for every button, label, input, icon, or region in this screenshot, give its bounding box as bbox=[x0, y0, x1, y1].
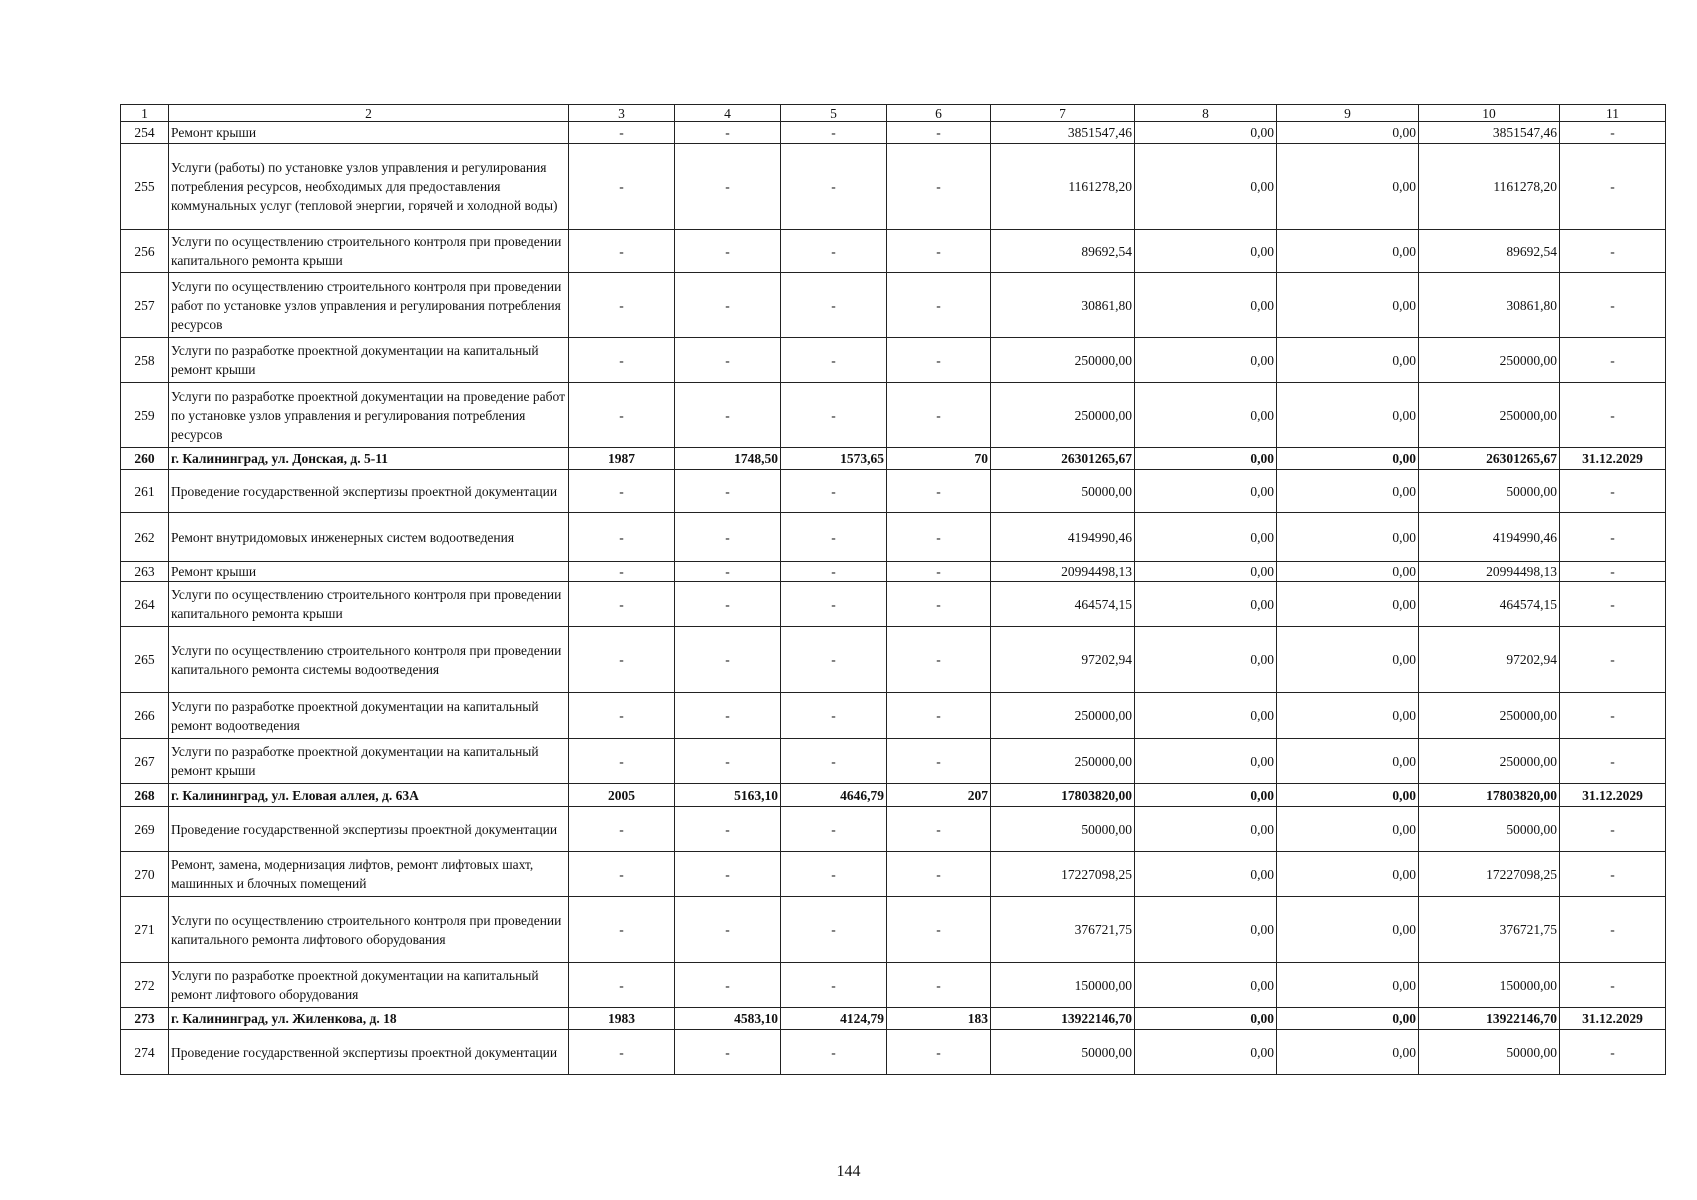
cell-col-4: - bbox=[675, 144, 781, 230]
cell-col-7: 250000,00 bbox=[991, 383, 1135, 448]
cell-col-8: 0,00 bbox=[1135, 1008, 1277, 1030]
cell-col-8: 0,00 bbox=[1135, 273, 1277, 338]
table-row bbox=[121, 627, 1666, 693]
cell-col-5: - bbox=[781, 897, 887, 963]
row-number: 257 bbox=[121, 273, 169, 338]
cell-col-11: - bbox=[1560, 273, 1666, 338]
cell-col-5: - bbox=[781, 144, 887, 230]
cell-col-10: 250000,00 bbox=[1419, 739, 1560, 784]
cell-col-9: 0,00 bbox=[1277, 273, 1419, 338]
work-description: Проведение государственной экспертизы проектной документации bbox=[169, 807, 569, 852]
cell-col-8: 0,00 bbox=[1135, 582, 1277, 627]
cell-col-3: - bbox=[569, 627, 675, 693]
cell-col-8: 0,00 bbox=[1135, 852, 1277, 897]
row-number: 268 bbox=[121, 784, 169, 807]
table-row bbox=[121, 693, 1666, 739]
cell-col-8: 0,00 bbox=[1135, 448, 1277, 470]
row-number: 272 bbox=[121, 963, 169, 1008]
cell-col-4: - bbox=[675, 897, 781, 963]
row-number: 274 bbox=[121, 1030, 169, 1075]
table-body bbox=[121, 105, 1666, 1075]
cell-col-11: - bbox=[1560, 1030, 1666, 1075]
row-number: 266 bbox=[121, 693, 169, 739]
cell-col-7: 97202,94 bbox=[991, 627, 1135, 693]
column-header: 9 bbox=[1277, 105, 1419, 122]
cell-col-11: - bbox=[1560, 562, 1666, 582]
cell-col-5: - bbox=[781, 122, 887, 144]
cell-col-4: - bbox=[675, 230, 781, 273]
work-description: Проведение государственной экспертизы проектной документации bbox=[169, 1030, 569, 1075]
cell-col-4: - bbox=[675, 852, 781, 897]
table-row bbox=[121, 963, 1666, 1008]
cell-col-7: 1161278,20 bbox=[991, 144, 1135, 230]
table-row bbox=[121, 807, 1666, 852]
cell-col-7: 150000,00 bbox=[991, 963, 1135, 1008]
cell-col-5: - bbox=[781, 852, 887, 897]
cell-col-5: - bbox=[781, 338, 887, 383]
cell-col-3: - bbox=[569, 582, 675, 627]
cell-col-9: 0,00 bbox=[1277, 1008, 1419, 1030]
cell-col-5: - bbox=[781, 562, 887, 582]
row-number: 260 bbox=[121, 448, 169, 470]
cell-col-5: - bbox=[781, 807, 887, 852]
column-header: 4 bbox=[675, 105, 781, 122]
cell-col-10: 250000,00 bbox=[1419, 693, 1560, 739]
table-row bbox=[121, 897, 1666, 963]
cell-col-6: - bbox=[887, 807, 991, 852]
cell-col-10: 376721,75 bbox=[1419, 897, 1560, 963]
cell-col-10: 1161278,20 bbox=[1419, 144, 1560, 230]
cell-col-8: 0,00 bbox=[1135, 144, 1277, 230]
cell-col-8: 0,00 bbox=[1135, 693, 1277, 739]
cell-col-8: 0,00 bbox=[1135, 230, 1277, 273]
work-description: Услуги по осуществлению строительного контроля при проведении капитального ремонта лифтового оборудования bbox=[169, 897, 569, 963]
row-number: 261 bbox=[121, 470, 169, 513]
cell-col-11: - bbox=[1560, 122, 1666, 144]
cell-col-10: 464574,15 bbox=[1419, 582, 1560, 627]
cell-col-7: 17803820,00 bbox=[991, 784, 1135, 807]
cell-col-3: 1983 bbox=[569, 1008, 675, 1030]
cell-col-5: - bbox=[781, 582, 887, 627]
column-header: 2 bbox=[169, 105, 569, 122]
cell-col-6: 183 bbox=[887, 1008, 991, 1030]
cell-col-9: 0,00 bbox=[1277, 739, 1419, 784]
cell-col-6: 207 bbox=[887, 784, 991, 807]
cell-col-9: 0,00 bbox=[1277, 963, 1419, 1008]
row-number: 258 bbox=[121, 338, 169, 383]
cell-col-11: 31.12.2029 bbox=[1560, 448, 1666, 470]
cell-col-4: - bbox=[675, 513, 781, 562]
work-description: Услуги (работы) по установке узлов управления и регулирования потребления ресурсов, необходимых для предоставления коммунальных услуг (тепловой энергии, горячей и холодной воды) bbox=[169, 144, 569, 230]
cell-col-9: 0,00 bbox=[1277, 144, 1419, 230]
column-header: 6 bbox=[887, 105, 991, 122]
cell-col-10: 26301265,67 bbox=[1419, 448, 1560, 470]
table-row bbox=[121, 852, 1666, 897]
cell-col-7: 13922146,70 bbox=[991, 1008, 1135, 1030]
cell-col-3: - bbox=[569, 562, 675, 582]
cell-col-7: 464574,15 bbox=[991, 582, 1135, 627]
cell-col-8: 0,00 bbox=[1135, 470, 1277, 513]
cell-col-11: - bbox=[1560, 144, 1666, 230]
cell-col-8: 0,00 bbox=[1135, 807, 1277, 852]
cell-col-7: 89692,54 bbox=[991, 230, 1135, 273]
cell-col-11: - bbox=[1560, 739, 1666, 784]
table-row bbox=[121, 582, 1666, 627]
cell-col-6: - bbox=[887, 852, 991, 897]
cell-col-10: 97202,94 bbox=[1419, 627, 1560, 693]
cell-col-7: 3851547,46 bbox=[991, 122, 1135, 144]
cell-col-10: 3851547,46 bbox=[1419, 122, 1560, 144]
cell-col-10: 250000,00 bbox=[1419, 383, 1560, 448]
cell-col-5: - bbox=[781, 383, 887, 448]
cell-col-7: 30861,80 bbox=[991, 273, 1135, 338]
cell-col-4: - bbox=[675, 582, 781, 627]
cell-col-10: 17803820,00 bbox=[1419, 784, 1560, 807]
row-number: 267 bbox=[121, 739, 169, 784]
cell-col-3: - bbox=[569, 897, 675, 963]
cell-col-3: - bbox=[569, 693, 675, 739]
cell-col-11: - bbox=[1560, 383, 1666, 448]
cell-col-6: - bbox=[887, 897, 991, 963]
cell-col-4: - bbox=[675, 1030, 781, 1075]
cell-col-9: 0,00 bbox=[1277, 897, 1419, 963]
cell-col-6: - bbox=[887, 513, 991, 562]
cell-col-3: - bbox=[569, 122, 675, 144]
cell-col-9: 0,00 bbox=[1277, 807, 1419, 852]
cell-col-5: 4646,79 bbox=[781, 784, 887, 807]
cell-col-5: - bbox=[781, 470, 887, 513]
cell-col-8: 0,00 bbox=[1135, 784, 1277, 807]
cell-col-4: - bbox=[675, 122, 781, 144]
cell-col-9: 0,00 bbox=[1277, 582, 1419, 627]
cell-col-5: - bbox=[781, 963, 887, 1008]
work-description: г. Калининград, ул. Еловая аллея, д. 63А bbox=[169, 784, 569, 807]
cell-col-9: 0,00 bbox=[1277, 852, 1419, 897]
cell-col-4: - bbox=[675, 273, 781, 338]
cell-col-3: 1987 bbox=[569, 448, 675, 470]
column-number-header-row bbox=[121, 105, 1666, 122]
page-number: 144 bbox=[836, 1163, 861, 1180]
work-description: Услуги по разработке проектной документации на капитальный ремонт крыши bbox=[169, 338, 569, 383]
cell-col-3: - bbox=[569, 230, 675, 273]
cell-col-10: 50000,00 bbox=[1419, 807, 1560, 852]
cell-col-11: - bbox=[1560, 230, 1666, 273]
row-number: 270 bbox=[121, 852, 169, 897]
cell-col-7: 50000,00 bbox=[991, 807, 1135, 852]
work-description: Услуги по разработке проектной документации на капитальный ремонт крыши bbox=[169, 739, 569, 784]
cell-col-5: - bbox=[781, 693, 887, 739]
column-header: 8 bbox=[1135, 105, 1277, 122]
table-row bbox=[121, 383, 1666, 448]
cell-col-9: 0,00 bbox=[1277, 448, 1419, 470]
cell-col-10: 4194990,46 bbox=[1419, 513, 1560, 562]
cell-col-6: - bbox=[887, 963, 991, 1008]
cell-col-6: - bbox=[887, 230, 991, 273]
cell-col-3: - bbox=[569, 807, 675, 852]
cell-col-11: - bbox=[1560, 852, 1666, 897]
cell-col-6: - bbox=[887, 144, 991, 230]
cell-col-9: 0,00 bbox=[1277, 562, 1419, 582]
cell-col-6: - bbox=[887, 1030, 991, 1075]
cell-col-4: 4583,10 bbox=[675, 1008, 781, 1030]
program-table bbox=[120, 104, 1666, 1075]
cell-col-4: 5163,10 bbox=[675, 784, 781, 807]
cell-col-10: 250000,00 bbox=[1419, 338, 1560, 383]
work-description: Ремонт, замена, модернизация лифтов, ремонт лифтовых шахт, машинных и блочных помещений bbox=[169, 852, 569, 897]
cell-col-4: - bbox=[675, 338, 781, 383]
cell-col-9: 0,00 bbox=[1277, 470, 1419, 513]
table-row bbox=[121, 739, 1666, 784]
row-number: 254 bbox=[121, 122, 169, 144]
cell-col-6: - bbox=[887, 470, 991, 513]
cell-col-11: - bbox=[1560, 693, 1666, 739]
cell-col-9: 0,00 bbox=[1277, 122, 1419, 144]
cell-col-5: 1573,65 bbox=[781, 448, 887, 470]
cell-col-11: - bbox=[1560, 627, 1666, 693]
row-number: 271 bbox=[121, 897, 169, 963]
row-number: 269 bbox=[121, 807, 169, 852]
cell-col-3: - bbox=[569, 338, 675, 383]
cell-col-10: 50000,00 bbox=[1419, 1030, 1560, 1075]
cell-col-8: 0,00 bbox=[1135, 1030, 1277, 1075]
work-description: г. Калининград, ул. Жиленкова, д. 18 bbox=[169, 1008, 569, 1030]
address-row bbox=[121, 448, 1666, 470]
cell-col-9: 0,00 bbox=[1277, 230, 1419, 273]
cell-col-4: - bbox=[675, 627, 781, 693]
work-description: Услуги по осуществлению строительного контроля при проведении капитального ремонта крыши bbox=[169, 582, 569, 627]
table-row bbox=[121, 230, 1666, 273]
cell-col-3: - bbox=[569, 739, 675, 784]
cell-col-7: 50000,00 bbox=[991, 470, 1135, 513]
row-number: 255 bbox=[121, 144, 169, 230]
cell-col-8: 0,00 bbox=[1135, 562, 1277, 582]
cell-col-11: 31.12.2029 bbox=[1560, 1008, 1666, 1030]
cell-col-3: - bbox=[569, 470, 675, 513]
cell-col-7: 50000,00 bbox=[991, 1030, 1135, 1075]
work-description: Услуги по разработке проектной документации на капитальный ремонт водоотведения bbox=[169, 693, 569, 739]
work-description: Услуги по разработке проектной документации на капитальный ремонт лифтового оборудования bbox=[169, 963, 569, 1008]
cell-col-6: - bbox=[887, 627, 991, 693]
cell-col-3: - bbox=[569, 383, 675, 448]
cell-col-4: - bbox=[675, 739, 781, 784]
cell-col-9: 0,00 bbox=[1277, 338, 1419, 383]
work-description: Услуги по осуществлению строительного контроля при проведении капитального ремонта системы водоотведения bbox=[169, 627, 569, 693]
cell-col-7: 17227098,25 bbox=[991, 852, 1135, 897]
cell-col-5: - bbox=[781, 273, 887, 338]
cell-col-4: - bbox=[675, 693, 781, 739]
column-header: 3 bbox=[569, 105, 675, 122]
cell-col-6: 70 bbox=[887, 448, 991, 470]
work-description: Услуги по разработке проектной документации на проведение работ по установке узлов управления и регулирования потребления ресурсов bbox=[169, 383, 569, 448]
cell-col-11: - bbox=[1560, 963, 1666, 1008]
cell-col-3: 2005 bbox=[569, 784, 675, 807]
cell-col-10: 150000,00 bbox=[1419, 963, 1560, 1008]
cell-col-4: 1748,50 bbox=[675, 448, 781, 470]
cell-col-4: - bbox=[675, 470, 781, 513]
row-number: 263 bbox=[121, 562, 169, 582]
work-description: г. Калининград, ул. Донская, д. 5-11 bbox=[169, 448, 569, 470]
cell-col-10: 13922146,70 bbox=[1419, 1008, 1560, 1030]
table-row bbox=[121, 273, 1666, 338]
table-row bbox=[121, 122, 1666, 144]
row-number: 264 bbox=[121, 582, 169, 627]
table-row bbox=[121, 1030, 1666, 1075]
cell-col-8: 0,00 bbox=[1135, 338, 1277, 383]
cell-col-8: 0,00 bbox=[1135, 739, 1277, 784]
cell-col-11: - bbox=[1560, 582, 1666, 627]
cell-col-6: - bbox=[887, 693, 991, 739]
column-header: 10 bbox=[1419, 105, 1560, 122]
cell-col-9: 0,00 bbox=[1277, 627, 1419, 693]
cell-col-3: - bbox=[569, 144, 675, 230]
column-header: 1 bbox=[121, 105, 169, 122]
cell-col-5: - bbox=[781, 627, 887, 693]
cell-col-3: - bbox=[569, 1030, 675, 1075]
cell-col-11: - bbox=[1560, 807, 1666, 852]
cell-col-10: 20994498,13 bbox=[1419, 562, 1560, 582]
cell-col-6: - bbox=[887, 383, 991, 448]
cell-col-9: 0,00 bbox=[1277, 383, 1419, 448]
cell-col-7: 250000,00 bbox=[991, 338, 1135, 383]
work-description: Ремонт крыши bbox=[169, 122, 569, 144]
cell-col-11: - bbox=[1560, 338, 1666, 383]
cell-col-6: - bbox=[887, 122, 991, 144]
cell-col-11: 31.12.2029 bbox=[1560, 784, 1666, 807]
work-description: Ремонт крыши bbox=[169, 562, 569, 582]
address-row bbox=[121, 1008, 1666, 1030]
cell-col-8: 0,00 bbox=[1135, 627, 1277, 693]
cell-col-11: - bbox=[1560, 513, 1666, 562]
work-description: Услуги по осуществлению строительного контроля при проведении капитального ремонта крыши bbox=[169, 230, 569, 273]
cell-col-3: - bbox=[569, 273, 675, 338]
cell-col-9: 0,00 bbox=[1277, 1030, 1419, 1075]
cell-col-6: - bbox=[887, 739, 991, 784]
row-number: 256 bbox=[121, 230, 169, 273]
cell-col-11: - bbox=[1560, 897, 1666, 963]
cell-col-4: - bbox=[675, 383, 781, 448]
cell-col-8: 0,00 bbox=[1135, 383, 1277, 448]
cell-col-5: 4124,79 bbox=[781, 1008, 887, 1030]
table-row bbox=[121, 513, 1666, 562]
column-header: 5 bbox=[781, 105, 887, 122]
work-description: Услуги по осуществлению строительного контроля при проведении работ по установке узлов управления и регулирования потребления ресурсов bbox=[169, 273, 569, 338]
cell-col-5: - bbox=[781, 513, 887, 562]
cell-col-10: 17227098,25 bbox=[1419, 852, 1560, 897]
cell-col-3: - bbox=[569, 852, 675, 897]
cell-col-9: 0,00 bbox=[1277, 513, 1419, 562]
cell-col-7: 20994498,13 bbox=[991, 562, 1135, 582]
cell-col-8: 0,00 bbox=[1135, 122, 1277, 144]
cell-col-4: - bbox=[675, 807, 781, 852]
cell-col-10: 50000,00 bbox=[1419, 470, 1560, 513]
cell-col-5: - bbox=[781, 739, 887, 784]
cell-col-6: - bbox=[887, 338, 991, 383]
table-row bbox=[121, 562, 1666, 582]
cell-col-7: 250000,00 bbox=[991, 739, 1135, 784]
cell-col-6: - bbox=[887, 582, 991, 627]
cell-col-7: 376721,75 bbox=[991, 897, 1135, 963]
cell-col-10: 89692,54 bbox=[1419, 230, 1560, 273]
row-number: 262 bbox=[121, 513, 169, 562]
cell-col-6: - bbox=[887, 273, 991, 338]
column-header: 7 bbox=[991, 105, 1135, 122]
table-row bbox=[121, 338, 1666, 383]
cell-col-9: 0,00 bbox=[1277, 693, 1419, 739]
cell-col-8: 0,00 bbox=[1135, 963, 1277, 1008]
cell-col-7: 250000,00 bbox=[991, 693, 1135, 739]
cell-col-3: - bbox=[569, 963, 675, 1008]
address-row bbox=[121, 784, 1666, 807]
row-number: 273 bbox=[121, 1008, 169, 1030]
cell-col-3: - bbox=[569, 513, 675, 562]
row-number: 259 bbox=[121, 383, 169, 448]
cell-col-5: - bbox=[781, 1030, 887, 1075]
cell-col-5: - bbox=[781, 230, 887, 273]
cell-col-7: 26301265,67 bbox=[991, 448, 1135, 470]
cell-col-6: - bbox=[887, 562, 991, 582]
cell-col-4: - bbox=[675, 562, 781, 582]
cell-col-8: 0,00 bbox=[1135, 897, 1277, 963]
work-description: Ремонт внутридомовых инженерных систем водоотведения bbox=[169, 513, 569, 562]
cell-col-11: - bbox=[1560, 470, 1666, 513]
work-description: Проведение государственной экспертизы проектной документации bbox=[169, 470, 569, 513]
table-row bbox=[121, 470, 1666, 513]
column-header: 11 bbox=[1560, 105, 1666, 122]
cell-col-9: 0,00 bbox=[1277, 784, 1419, 807]
cell-col-4: - bbox=[675, 963, 781, 1008]
cell-col-7: 4194990,46 bbox=[991, 513, 1135, 562]
row-number: 265 bbox=[121, 627, 169, 693]
cell-col-8: 0,00 bbox=[1135, 513, 1277, 562]
table-row bbox=[121, 144, 1666, 230]
cell-col-10: 30861,80 bbox=[1419, 273, 1560, 338]
